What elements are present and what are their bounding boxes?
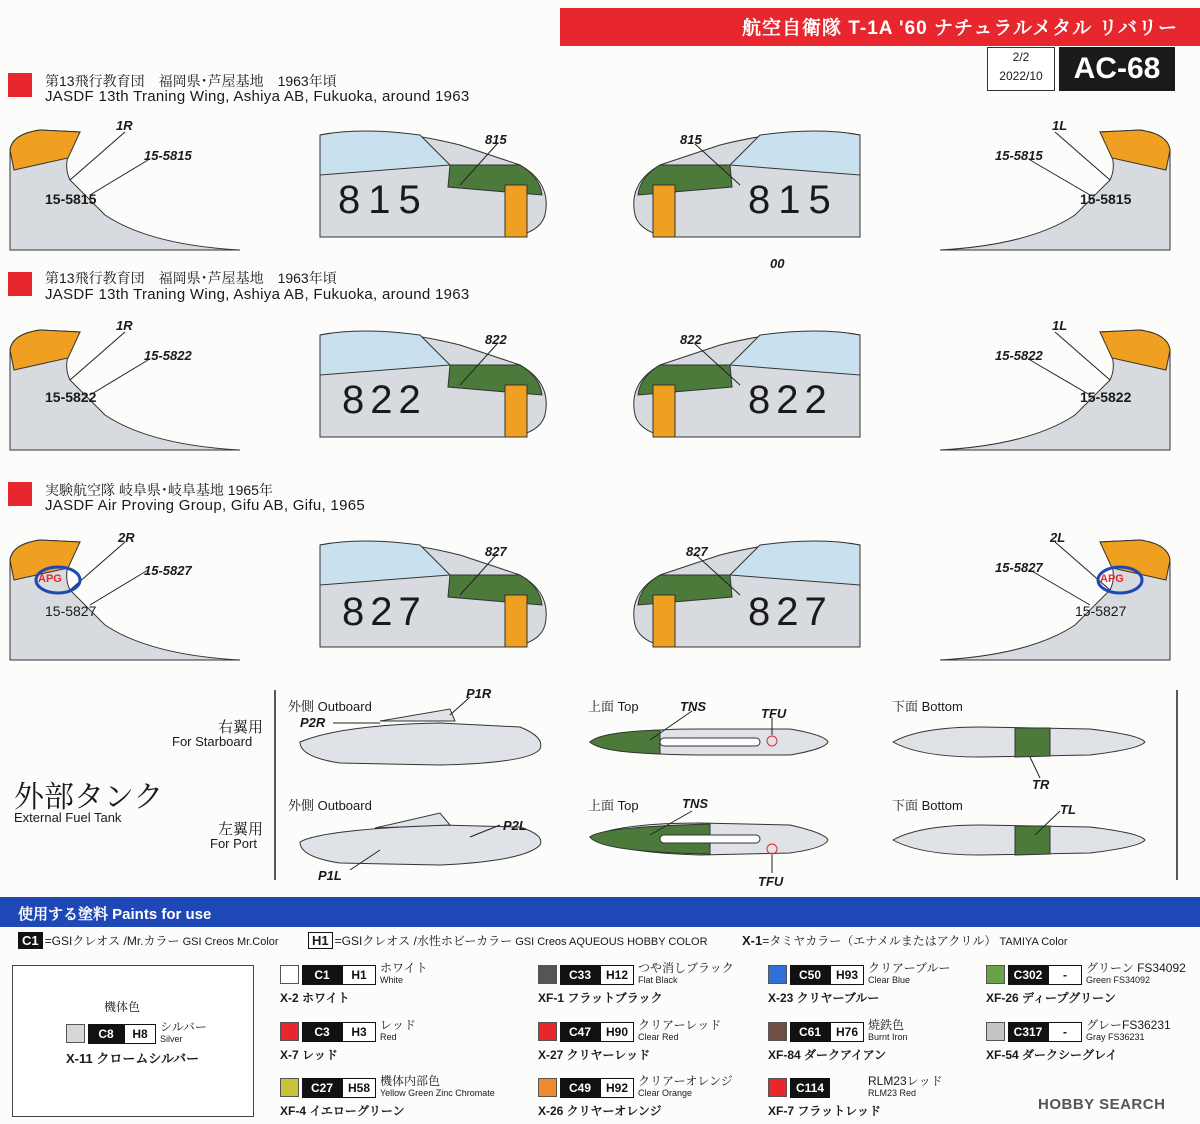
tamiya-name: X-11 クロームシルバー	[66, 1051, 200, 1066]
tamiya-name: XF-4 イエローグリーン	[280, 1104, 405, 1118]
decal-tfu: TFU	[761, 706, 787, 721]
nose-number: 827	[342, 590, 427, 634]
paint-swatch	[538, 1022, 557, 1041]
tamiya-name: XF-26 ディープグリーン	[986, 991, 1116, 1005]
starboard-label-en: For Starboard	[172, 734, 253, 749]
release-date: 2022/10	[999, 69, 1043, 83]
paint-swatch	[66, 1024, 85, 1043]
scheme-title-jp: 実験航空隊 岐阜県･岐阜基地 1965年	[45, 482, 273, 498]
scheme-title-en: JASDF 13th Traning Wing, Ashiya AB, Fukuoka, around 1963	[45, 88, 470, 105]
paint-name: レッド Red	[380, 1018, 416, 1042]
aqueous-code: H58	[342, 1078, 376, 1098]
paint-swatch	[280, 1022, 299, 1041]
top-label: 上面 Top	[588, 699, 639, 714]
outboard-label: 外側 Outboard	[288, 798, 372, 813]
paint-swatch	[768, 1078, 787, 1097]
decal-tns: TNS	[680, 699, 706, 714]
decal-tr: TR	[1032, 777, 1050, 792]
number-label: 827	[686, 544, 708, 559]
paint-name: クリアーレッド Clear Red	[638, 1018, 722, 1042]
paint-name: シルバー Silver	[160, 1020, 207, 1044]
aqueous-code: H3	[342, 1022, 376, 1042]
tank-port-top	[590, 823, 828, 855]
tail-serial: 15-5815	[1080, 191, 1132, 207]
number-label: 822	[485, 332, 507, 347]
code-label: 1R	[116, 118, 133, 133]
tail-serial: 15-5815	[45, 191, 97, 207]
starboard-label-jp: 右翼用	[218, 719, 264, 736]
tank-starboard-outboard	[300, 709, 541, 765]
paint-name: クリアーオレンジ Clear Orange	[638, 1074, 733, 1098]
legend-tamiya: X-1=タミヤカラー（エナメルまたはアクリル） TAMIYA Color	[742, 933, 1068, 948]
aqueous-code: -	[1048, 1022, 1082, 1042]
code-label: 1L	[1052, 118, 1068, 133]
mrcolor-code: C302	[1008, 965, 1048, 985]
aqueous-code: -	[1048, 965, 1082, 985]
decal-p2r: P2R	[300, 715, 326, 730]
port-label-jp: 左翼用	[218, 821, 264, 838]
code-label: 1L	[1052, 318, 1068, 333]
legend-mrcolor: C1 =GSIクレオス /Mr.カラー GSI Creos Mr.Color	[18, 932, 279, 949]
paint-name: 機体内部色 Yellow Green Zinc Chromate	[380, 1074, 495, 1098]
nose-number: 815	[748, 178, 839, 222]
paint-name: 焼鉄色 Burnt Iron	[868, 1018, 908, 1042]
aqueous-code: H93	[830, 965, 864, 985]
nose-number: 827	[748, 590, 833, 634]
nose-number: 815	[338, 178, 429, 222]
mrcolor-code: C27	[302, 1078, 342, 1098]
number-label: 815	[680, 132, 702, 147]
tail-left-2	[940, 330, 1170, 450]
sheet-title: 航空自衛隊 T-1A '60 ナチュラルメタル リバリー	[742, 18, 1178, 39]
body-color-label: 機体色	[104, 1000, 141, 1014]
number-label: 822	[680, 332, 702, 347]
decal-p1l: P1L	[318, 868, 342, 883]
mrcolor-code: C50	[790, 965, 830, 985]
code-label: 2R	[118, 530, 135, 545]
serial-label: 15-5827	[995, 560, 1043, 575]
watermark: HOBBY SEARCH	[1038, 1096, 1166, 1113]
number-label: 815	[485, 132, 507, 147]
mrcolor-code: C8	[88, 1024, 124, 1044]
decal-tfu: TFU	[758, 874, 784, 889]
mrcolor-code: C61	[790, 1022, 830, 1042]
scheme-title-en: JASDF Air Proving Group, Gifu AB, Gifu, 1965	[45, 497, 366, 514]
decal-tns: TNS	[682, 796, 708, 811]
aqueous-code: H92	[600, 1078, 634, 1098]
decal-p1r: P1R	[466, 686, 492, 701]
tanks-title-en: External Fuel Tank	[14, 810, 122, 825]
apg-badge-text: APG	[38, 573, 62, 585]
scheme-title-en: JASDF 13th Traning Wing, Ashiya AB, Fukuoka, around 1963	[45, 286, 470, 303]
serial-label: 15-5822	[995, 348, 1043, 363]
page-info	[987, 47, 1055, 91]
nose-number: 822	[748, 378, 833, 422]
paint-name: つや消しブラック Flat Black	[638, 961, 734, 985]
tail-right-1	[10, 130, 240, 250]
scheme-title-jp: 第13飛行教育団 福岡県･芦屋基地 1963年頃	[45, 270, 337, 286]
scheme-marker	[8, 73, 32, 97]
tamiya-name: XF-54 ダークシーグレイ	[986, 1048, 1118, 1062]
tamiya-name: X-23 クリヤーブルー	[768, 991, 880, 1005]
outboard-label: 外側 Outboard	[288, 699, 372, 714]
tank-starboard-bottom	[893, 727, 1145, 757]
paint-swatch	[768, 1022, 787, 1041]
tamiya-name: X-7 レッド	[280, 1048, 338, 1062]
decal-p2l: P2L	[503, 818, 527, 833]
extra-label: 00	[770, 256, 785, 271]
apg-badge-text: APG	[1100, 573, 1124, 585]
number-label: 827	[485, 544, 507, 559]
paint-swatch	[538, 965, 557, 984]
tank-starboard-top	[590, 729, 828, 755]
mrcolor-code: C49	[560, 1078, 600, 1098]
tanks-title-jp: 外部タンク	[14, 781, 164, 814]
tamiya-name: XF-7 フラットレッド	[768, 1104, 881, 1118]
mrcolor-code: C1	[302, 965, 342, 985]
paint-name: グリーン FS34092 Green FS34092	[1086, 961, 1186, 985]
paint-swatch	[280, 1078, 299, 1097]
tail-right-3	[10, 540, 240, 660]
port-label-en: For Port	[210, 836, 257, 851]
serial-label: 15-5815	[995, 148, 1043, 163]
mrcolor-code: C47	[560, 1022, 600, 1042]
code-label: 2L	[1050, 530, 1066, 545]
paint-swatch	[538, 1078, 557, 1097]
paint-swatch	[986, 965, 1005, 984]
scheme-title-jp: 第13飛行教育団 福岡県･芦屋基地 1963年頃	[45, 73, 337, 89]
paint-swatch	[768, 965, 787, 984]
aqueous-code: H1	[342, 965, 376, 985]
page-number: 2/2	[1012, 50, 1030, 64]
legend-aqueous: H1 =GSIクレオス /水性ホビーカラー GSI Creos AQUEOUS HOBBY COLOR	[308, 932, 708, 949]
mrcolor-code: C33	[560, 965, 600, 985]
aqueous-code: H90	[600, 1022, 634, 1042]
bottom-label: 下面 Bottom	[892, 798, 963, 813]
top-label: 上面 Top	[588, 798, 639, 813]
paint-swatch	[986, 1022, 1005, 1041]
tail-serial: 15-5822	[1080, 389, 1132, 405]
nose-number: 822	[342, 378, 427, 422]
tamiya-name: X-27 クリヤーレッド	[538, 1048, 651, 1062]
aqueous-code: H12	[600, 965, 634, 985]
decal-tl: TL	[1060, 802, 1076, 817]
aqueous-code: H8	[124, 1024, 156, 1044]
tamiya-name: X-2 ホワイト	[280, 991, 350, 1005]
fuel-tank-drawings	[0, 685, 1200, 890]
paints-title: 使用する塗料 Paints for use	[18, 906, 212, 923]
tamiya-name: XF-1 フラットブラック	[538, 991, 663, 1005]
tail-left-3	[940, 540, 1170, 660]
aqueous-code: H76	[830, 1022, 864, 1042]
tail-serial: 15-5822	[45, 389, 97, 405]
mrcolor-code: C114	[790, 1078, 830, 1098]
paint-name: ホワイト White	[380, 961, 428, 985]
paint-swatch	[280, 965, 299, 984]
code-label: 1R	[116, 318, 133, 333]
bottom-label: 下面 Bottom	[892, 699, 963, 714]
serial-label: 15-5827	[144, 563, 192, 578]
tamiya-name: XF-84 ダークアイアン	[768, 1048, 887, 1062]
tank-port-bottom	[893, 825, 1145, 855]
tail-serial: 15-5827	[45, 603, 97, 619]
paint-name: クリアーブルー Clear Blue	[868, 961, 951, 985]
mrcolor-code: C317	[1008, 1022, 1048, 1042]
serial-label: 15-5822	[144, 348, 192, 363]
mrcolor-code: C3	[302, 1022, 342, 1042]
serial-label: 15-5815	[144, 148, 192, 163]
tail-serial: 15-5827	[1075, 603, 1127, 619]
paint-name: RLM23レッド RLM23 Red	[868, 1074, 943, 1098]
aircraft-drawings	[0, 110, 1200, 670]
tail-left-1	[940, 130, 1170, 250]
tamiya-name: X-26 クリヤーオレンジ	[538, 1104, 662, 1118]
paint-name: グレーFS36231 Gray FS36231	[1086, 1018, 1171, 1042]
product-code: AC-68	[1059, 47, 1175, 91]
